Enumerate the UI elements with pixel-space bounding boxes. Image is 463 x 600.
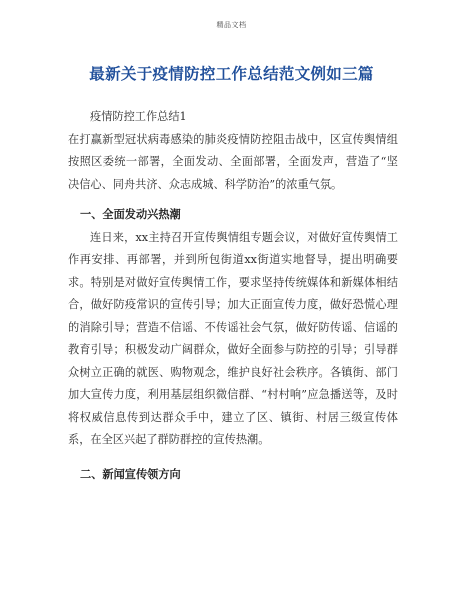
document-subtitle: 疫情防控工作总结1 [90, 110, 187, 123]
intro-paragraph: 在打赢新型冠状病毒感染的肺炎疫情防控阻击战中，区宣传舆情组按照区委统一部署，全面发动、全面部署，全面发声，营造了“坚决信心、同舟共济、众志成城、科学防治”的浓重气氛。 [68, 132, 398, 191]
document-title: 最新关于疫情防控工作总结范文例如三篇 [89, 65, 374, 83]
document-body [68, 106, 398, 486]
section-heading-2: 二、新闻宣传领方向 [80, 467, 181, 481]
section-1-paragraph: 连日来，xx主持召开宣传舆情组专题会议，对做好宣传舆情工作再安排、再部署，并到所包街道xx街道实地督导，提出明确要求。特别是对做好宣传舆情工作，要求坚持传统媒体和新媒体相结合，做好防疫常识的宣传引导；加大正面宣传力度，做好恐慌心理的消除引导；营造不信谣、不传谣社会气氛，做好防传谣、信谣的教育引导；积极发动广阔群众，做好全面参与防控的引导；引导群众树立正确的就医、购物观念，维护良好社会秩序。各镇街、部门加大宣传力度，利用基层组织微信群、“村村响”应急播送等，及时将权威信息传到达群众手中，建立了区、镇街、村居三级宣传体系，在全区兴起了群防群控的宣传热潮。 [68, 230, 398, 446]
section-heading-1: 一、全面发动兴热潮 [80, 208, 181, 221]
header-watermark: 精品文档 [216, 21, 247, 29]
spacer [68, 196, 398, 204]
spacer [68, 452, 398, 464]
